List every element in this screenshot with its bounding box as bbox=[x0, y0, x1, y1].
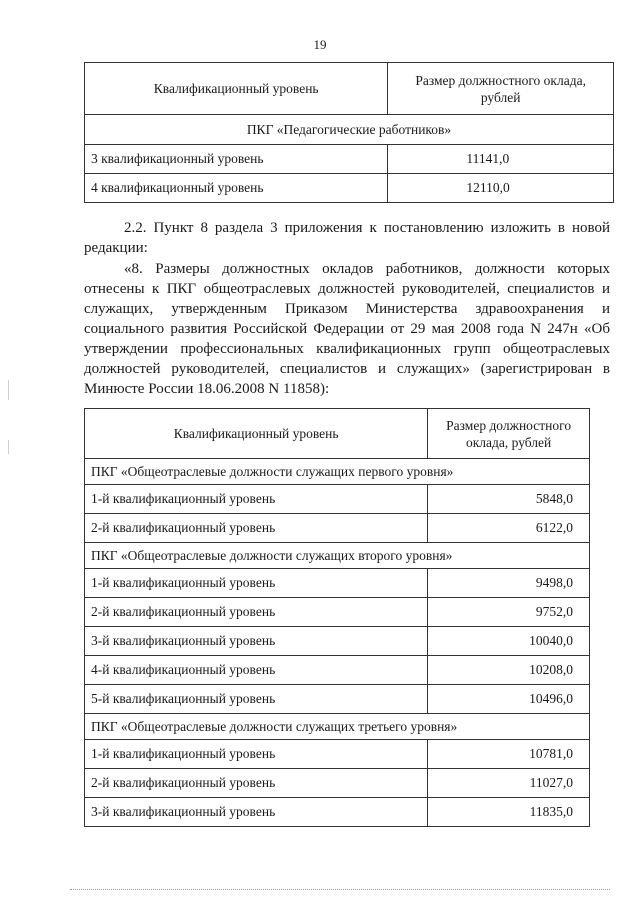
table-row bbox=[85, 569, 590, 598]
paragraph-amendment: 2.2. Пункт 8 раздела 3 приложения к постановлению изложить в новой редакции: bbox=[84, 220, 610, 256]
group-title: ПКГ «Общеотраслевые должности служащих первого уровня» bbox=[85, 459, 590, 485]
salary-cell: 10208,0 bbox=[428, 656, 590, 685]
table-header-row bbox=[85, 63, 614, 115]
salary-cell: 9752,0 bbox=[428, 598, 590, 627]
table-row bbox=[85, 514, 590, 543]
table-row bbox=[85, 685, 590, 714]
level-cell: 2-й квалификационный уровень bbox=[85, 598, 428, 627]
level-cell: 5-й квалификационный уровень bbox=[85, 685, 428, 714]
salary-cell: 5848,0 bbox=[428, 485, 590, 514]
table-group-row bbox=[85, 543, 590, 569]
table-row bbox=[85, 598, 590, 627]
salary-cell: 9498,0 bbox=[428, 569, 590, 598]
table-row bbox=[85, 627, 590, 656]
table-row bbox=[85, 798, 590, 827]
table-row bbox=[85, 769, 590, 798]
salary-cell: 10496,0 bbox=[428, 685, 590, 714]
group-title: ПКГ «Общеотраслевые должности служащих третьего уровня» bbox=[85, 714, 590, 740]
scan-margin-mark bbox=[8, 380, 9, 400]
level-cell: 1-й квалификационный уровень bbox=[85, 740, 428, 769]
level-cell: 1-й квалификационный уровень bbox=[85, 485, 428, 514]
header-qualification-level: Квалификационный уровень bbox=[85, 409, 428, 459]
table-row bbox=[85, 656, 590, 685]
group-title: ПКГ «Педагогические работников» bbox=[85, 115, 614, 145]
salary-cell: 11027,0 bbox=[428, 769, 590, 798]
page-number: 19 bbox=[313, 37, 327, 52]
scan-margin-mark bbox=[8, 440, 9, 454]
table-row bbox=[85, 145, 614, 174]
table-group-row bbox=[85, 115, 614, 145]
salary-cell: 11835,0 bbox=[428, 798, 590, 827]
level-cell: 3-й квалификационный уровень bbox=[85, 798, 428, 827]
level-cell: 3 квалификационный уровень bbox=[85, 145, 388, 174]
header-qualification-level: Квалификационный уровень bbox=[85, 63, 388, 115]
salary-cell: 11141,0 bbox=[388, 145, 614, 174]
table-row bbox=[85, 740, 590, 769]
salary-table-pedagogical bbox=[84, 62, 614, 203]
level-cell: 2-й квалификационный уровень bbox=[85, 514, 428, 543]
salary-cell: 10781,0 bbox=[428, 740, 590, 769]
table-group-row bbox=[85, 714, 590, 740]
level-cell: 4-й квалификационный уровень bbox=[85, 656, 428, 685]
table-row bbox=[85, 174, 614, 203]
salary-cell: 10040,0 bbox=[428, 627, 590, 656]
paragraph-point-8: «8. Размеры должностных окладов работников, должности которых отнесены к ПКГ общеотраслевых должностей руководителей, специалистов и служащих, утвержденным Приказом Министерства здравоохранения и социального развития Российской Федерации от 29 мая 2008 года N 247н «Об утверждении профессиональных квалификационных групп общеотраслевых должностей руководителей, специалистов и служащих» (зарегистрирован в Минюсте России 18.06.2008 N 11858): bbox=[84, 261, 610, 397]
table-group-row bbox=[85, 459, 590, 485]
table-header-row bbox=[85, 409, 590, 459]
level-cell: 3-й квалификационный уровень bbox=[85, 627, 428, 656]
salary-cell: 6122,0 bbox=[428, 514, 590, 543]
salary-cell: 12110,0 bbox=[388, 174, 614, 203]
header-salary-size: Размер должностного оклада, рублей bbox=[388, 63, 614, 115]
level-cell: 2-й квалификационный уровень bbox=[85, 769, 428, 798]
group-title: ПКГ «Общеотраслевые должности служащих второго уровня» bbox=[85, 543, 590, 569]
header-salary-size: Размер должностного оклада, рублей bbox=[428, 409, 590, 459]
scan-footer-artifact bbox=[70, 889, 610, 892]
salary-table-general-positions bbox=[84, 408, 590, 827]
level-cell: 4 квалификационный уровень bbox=[85, 174, 388, 203]
level-cell: 1-й квалификационный уровень bbox=[85, 569, 428, 598]
table-row bbox=[85, 485, 590, 514]
